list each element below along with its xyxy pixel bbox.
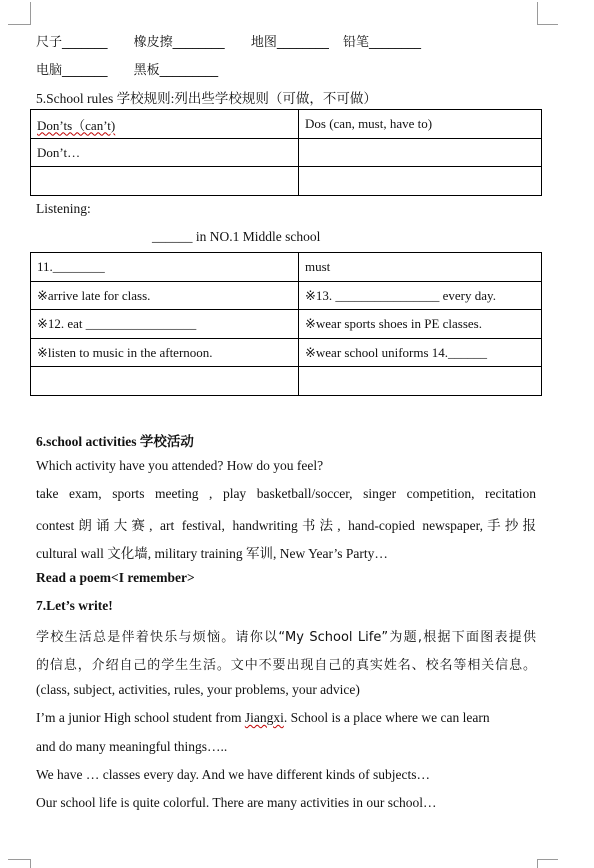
- table-row: [31, 339, 542, 367]
- table-row: [31, 110, 542, 139]
- listening-cell: ※wear sports shoes in PE classes.: [299, 310, 542, 339]
- table-row: [31, 310, 542, 339]
- writing-body-line-1: [36, 710, 490, 726]
- dos-header-cell: Dos (can, must, have to): [299, 110, 542, 139]
- donts-example-cell[interactable]: Don’t…: [31, 139, 299, 167]
- vocab-eraser: 橡皮擦________: [133, 35, 225, 50]
- table-row: [31, 253, 542, 282]
- donts-header: Don’ts（can’t): [37, 117, 116, 133]
- page-corner-mark-top-right: [537, 2, 558, 25]
- school-rules-table: [30, 109, 542, 196]
- section7-title: 7.Let’s write!: [36, 598, 113, 613]
- writing-prompt-line-2: 的信息，介绍自己的学生生活。文中不要出现自己的真实姓名、校名等相关信息。: [36, 658, 536, 673]
- vocab-ruler: 尺子_______: [36, 35, 108, 50]
- section5-title: 5.School rules 学校规则:列出些学校规则（可做，不可做）: [36, 91, 377, 106]
- listening-cell[interactable]: 11.________: [31, 253, 299, 282]
- writing-body-line-4: Our school life is quite colorful. There are many activities in our school…: [36, 795, 437, 810]
- listening-cell[interactable]: ※13. ________________ every day.: [299, 282, 542, 310]
- listening-cell: ※listen to music in the afternoon.: [31, 339, 299, 367]
- activities-line-2: contest朗诵大赛, art festival, handwriting书法, hand-copied newspaper,手抄报: [36, 518, 536, 533]
- listening-subtitle: ______ in NO.1 Middle school: [152, 229, 321, 244]
- vocab-computer: 电脑_______: [36, 63, 108, 78]
- table-row: [31, 367, 542, 396]
- place-name: Jiangxi: [244, 710, 284, 725]
- table-row: [31, 282, 542, 310]
- listening-cell: ※arrive late for class.: [31, 282, 299, 310]
- writing-body-line-3: We have … classes every day. And we have different kinds of subjects…: [36, 767, 431, 782]
- vocab-blackboard: 黑板_________: [133, 63, 219, 78]
- listening-cell[interactable]: [31, 367, 299, 396]
- table-row: [31, 139, 542, 167]
- listening-table: [30, 252, 542, 396]
- body-text: I’m a junior High school student from: [36, 710, 245, 725]
- page-corner-mark-bottom-left: [8, 859, 31, 868]
- donts-empty-cell[interactable]: [31, 167, 299, 196]
- dos-empty-cell[interactable]: [299, 167, 542, 196]
- activities-line-1: take exam, sports meeting , play basketball/soccer, singer competition, recitation: [36, 486, 536, 501]
- writing-body-line-2: and do many meaningful things…..: [36, 739, 228, 754]
- listening-label: Listening:: [36, 201, 91, 216]
- body-text: . School is a place where we can learn: [283, 710, 490, 725]
- writing-prompt-line-1: 学校生活总是伴着快乐与烦恼。请你以“My School Life”为题,根据下面图表提供: [36, 630, 536, 645]
- listening-cell[interactable]: [299, 367, 542, 396]
- page-corner-mark-bottom-right: [537, 859, 558, 868]
- vocab-map: 地图________: [250, 35, 329, 50]
- writing-hints: (class, subject, activities, rules, your problems, your advice): [36, 682, 360, 697]
- donts-header-cell: [31, 110, 299, 139]
- table-row: [31, 167, 542, 196]
- listening-cell[interactable]: ※wear school uniforms 14.______: [299, 339, 542, 367]
- section6-question: Which activity have you attended? How do you feel?: [36, 458, 324, 473]
- vocab-line-1: [36, 31, 421, 50]
- vocab-line-2: [36, 59, 218, 78]
- read-poem-heading: Read a poem<I remember>: [36, 570, 195, 585]
- listening-cell: must: [299, 253, 542, 282]
- vocab-pencil: 铅笔________: [342, 35, 421, 50]
- section6-title: 6.school activities 学校活动: [36, 434, 194, 449]
- dos-example-cell[interactable]: [299, 139, 542, 167]
- activities-line-3: cultural wall 文化墙, military training 军训, New Year’s Party…: [36, 546, 388, 561]
- page-corner-mark-top-left: [8, 2, 31, 25]
- listening-cell[interactable]: ※12. eat _________________: [31, 310, 299, 339]
